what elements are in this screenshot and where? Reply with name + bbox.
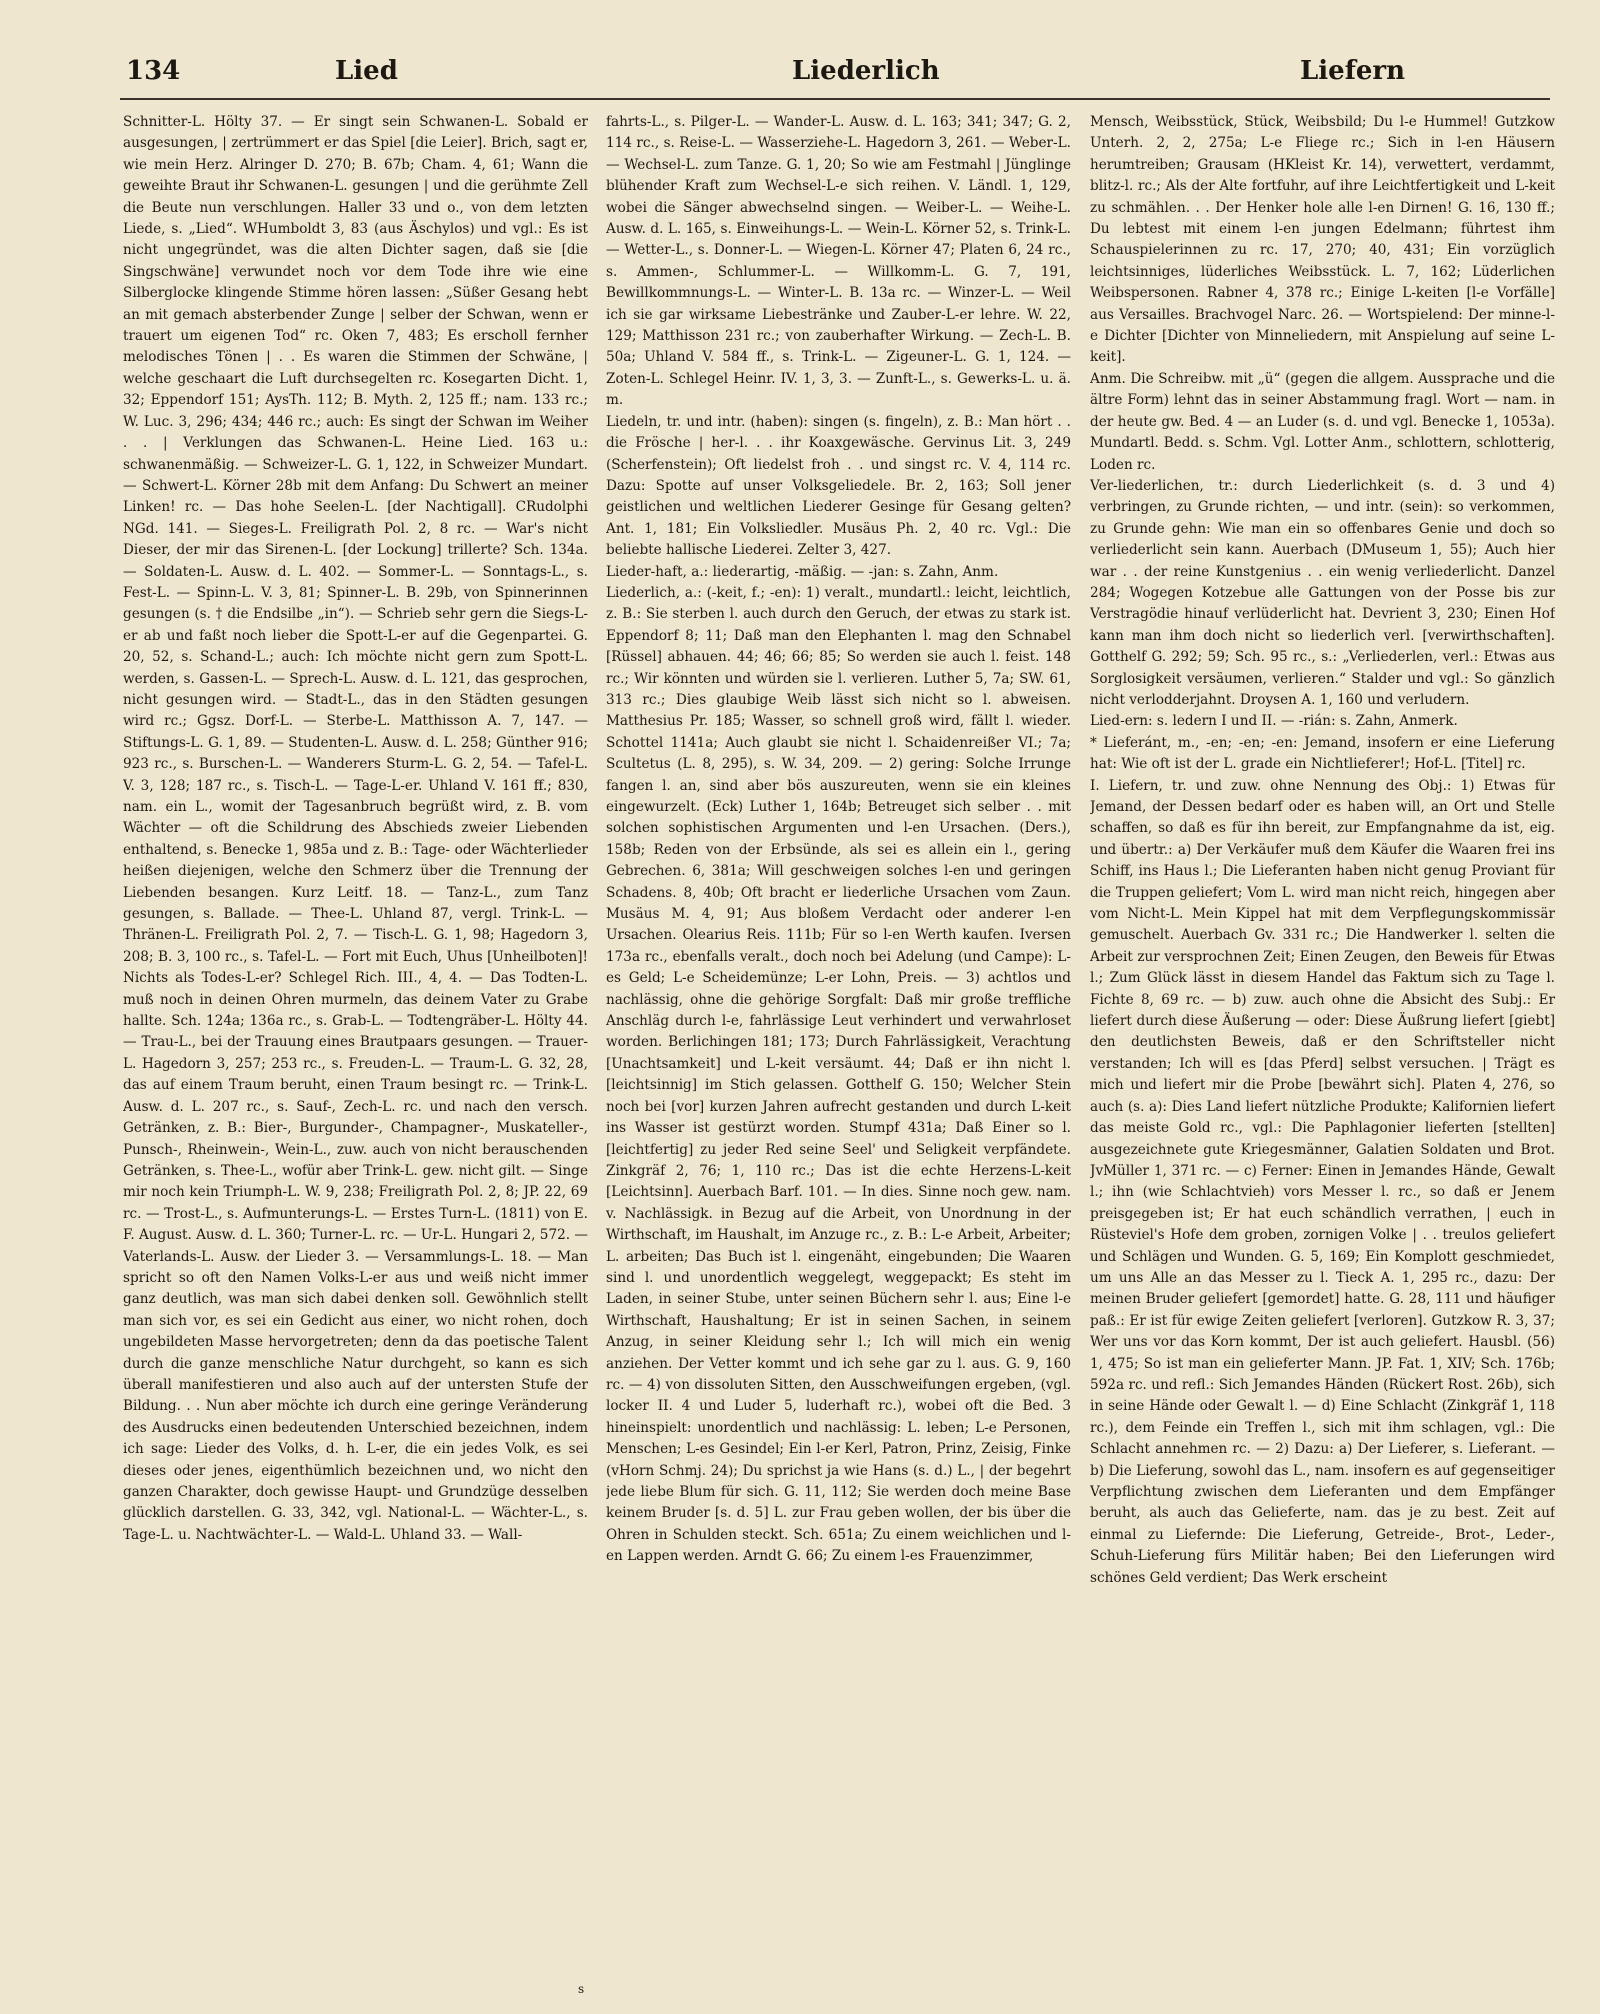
entry-liedeln: Liedeln, tr. und intr. (haben): singen (s. fingeln), z. B.: Man hört . . die Frösche | her-l. . . ihr Koaxgewäsche. Gervinus Lit. 3, 249 (Scherfenstein); Oft liedelst froh . . und singst rc. V. 4, 114 rc. Dazu: Spotte auf unser Volksgeliedele. Br. 2, 163; Soll jener geistlichen und weltlichen Liederer Gesinge für Gesang gelten? Ant. 1, 181; Ein Volksliedler. Musäus Ph. 2, 40 rc. Vgl.: Die beliebte hallische Liederei. Zelter 3, 427. — [606, 413, 1071, 559]
entry-liederhaft: Lieder-haft, a.: liederartig, -mäßig. — -jan: s. Zahn, Anm. — [606, 563, 999, 580]
column-middle — [606, 112, 1071, 1977]
header-center-catchword: Liederlich — [792, 56, 940, 86]
paragraph: fahrts-L., s. Pilger-L. — Wander-L. Ausw. d. L. 163; 341; 347; G. 2, 114 rc., s. Reise-L. — Wasserziehe-L. Hagedorn 3, 261. — Weber-L. — Wechsel-L. zum Tanze. G. 1, 20; So wie am Festmahl | Jünglinge blühender Kraft zum Wechsel-L-e sich reihen. V. Ländl. 1, 129, wobei die Sänger abwechselnd singen. — Weiber-L. — Weihe-L. Ausw. d. L. 165, s. Einweihungs-L. — Wein-L. Körner 52, s. Trink-L. — Wetter-L., s. Donner-L. — Wiegen-L. Körner 47; Platen 6, 24 rc., s. Ammen-, Schlummer-L. — Willkomm-L. G. 7, 191, Bewillkommnungs-L. — Winter-L. B. 13a rc. — Winzer-L. — Weil ich sie gar wirksame Liebestränke und Zauber-L-er lehre. W. 22, 129; Matthisson 231 rc.; von zauberhafter Wirkung. — Zech-L. B. 50a; Uhland V. 584 ff., s. Trink-L. — Zigeuner-L. G. 1, 124. — Zoten-L. Schlegel Heinr. IV. 1, 3, 3. — Zunft-L., s. Gewerks-L. u. ä. m. — [606, 114, 1071, 409]
paragraph: Schnitter-L. Hölty 37. — Er singt sein Schwanen-L. Sobald er ausgesungen, | zertrümmert er das Spiel [die Leier]. Brich, sagt er, wie mein Herz. Alringer D. 270; B. 67b; Cham. 4, 61; Wann die geweihte Braut ihr Schwanen-L. gesungen | und die gerühmte Zell die Beute nun verschlungen. Haller 33 und o., von dem letzten Liede, s. „Lied“. WHumboldt 3, 83 (aus Äschylos) und vgl.: Es ist nicht ungegründet, was die alten Dichter sagen, daß sie [die Singschwäne] verwundet noch vor dem Tode ihre wie eine Silberglocke klingende Stimme hören lassen: „Süßer Gesang hebt an mit gemach absterbender Zunge | selber der Schwan, wenn er trauert um eigenen Tod“ rc. Oken 7, 483; Es erscholl fernher melodisches Tönen | . . Es waren die Stimmen der Schwäne, | welche geschaart die Luft durchsegelten rc. Kosegarten Dicht. 1, 32; Eppendorf 151; AysTh. 112; B. Myth. 2, 125 ff.; nam. 133 rc.; W. Luc. 3, 296; 434; 446 rc.; auch: Es singt der Schwan im Weiher . . | Verklungen das Schwanen-L. Heine Lied. 163 u.: schwanenmäßig. — Schweizer-L. G. 1, 122, in Schweizer Mundart. — Schwert-L. Körner 28b mit dem Anfang: Du Schwert an meiner Linken! rc. — Das hohe Seelen-L. [der Nachtigall]. CRudolphi NGd. 141. — Sieges-L. Freiligrath Pol. 2, 8 rc. — War's nicht Dieser, der mir das Sirenen-L. [der Lockung] trillerte? Sch. 134a. — Soldaten-L. Ausw. d. L. 402. — Sommer-L. — Sonntags-L., s. Fest-L. — Spinn-L. V. 3, 81; Spinner-L. B. 29b, von Spinnerinnen gesungen (s. † die Endsilbe „in“). — Schrieb sehr gern die Siegs-L-er ab und faßt noch lieber die Spott-L-er auf die Gegenpartei. G. 20, 52, s. Schand-L.; auch: Ich möchte nicht gern zum Spott-L. werden, s. Gassen-L. — Sprech-L. Ausw. d. L. 121, das gesprochen, nicht gesungen wird. — Stadt-L., das in den Städten gesungen wird rc.; Ggsz. Dorf-L. — Sterbe-L. Matthisson A. 7, 147. — Stiftungs-L. G. 1, 89. — Studenten-L. Ausw. d. L. 258; Günther 916; 923 rc., s. Burschen-L. — Wanderers Sturm-L. G. 2, 54. — Tafel-L. V. 3, 128; 187 rc., s. Tisch-L. — Tage-L-er. Uhland V. 161 ff.; 830, nam. ein L., womit der Tagesanbruch begrüßt wird, z. B. vom Wächter — oft die Schildrung des Abschieds zweier Liebenden enthaltend, s. Benecke 1, 985a und z. B.: Tage- oder Wächterlieder heißen diejenigen, welche den Schmerz über die Trennung der Liebenden besangen. Kurz Leitf. 18. — Tanz-L., zum Tanz gesungen, s. Ballade. — Thee-L. Uhland 87, vergl. Trink-L. — Thränen-L. Freiligrath Pol. 2, 7. — Tisch-L. G. 1, 98; Hagedorn 3, 208; B. 3, 100 rc., s. Tafel-L. — Fort mit Euch, Uhus [Unheilboten]! Nichts als Todes-L-er? Schlegel Rich. III., 4, 4. — Das Todten-L. muß noch in deinen Ohren murmeln, das deinem Vater zu Grabe hallte. Sch. 124a; 136a rc., s. Grab-L. — Todtengräber-L. Hölty 44. — Trau-L., bei der Trauung eines Brautpaars gesungen. — Trauer-L. Hagedorn 3, 257; 253 rc., s. Freuden-L. — Traum-L. G. 32, 28, das auf einem Traum beruht, einen Traum besingt rc. — Trink-L. Ausw. d. L. 207 rc., s. Sauf-, Zech-L. rc. und nach den versch. Getränken, z. B.: Bier-, Burgunder-, Champagner-, Muskateller-, Punsch-, Rheinwein-, Wein-L., zuw. auch von nicht berauschenden Getränken, s. Thee-L., wofür aber Trink-L. gew. nicht gilt. — Singe mir noch kein Triumph-L. W. 9, 238; Freiligrath Pol. 2, 8; JP. 22, 69 rc. — Trost-L., s. Aufmunterungs-L. — Erstes Turn-L. (1811) von E. F. August. Ausw. d. L. 360; Turner-L. rc. — Ur-L. Hungari 2, 572. — Vaterlands-L. Ausw. der Lieder 3. — Versammlungs-L. 18. — Man spricht so oft den Namen Volks-L-er aus und weiß nicht immer ganz deutlich, was man sich dabei denken soll. Gewöhnlich stellt man sich vor, es sei ein Gedicht aus einer, wo nicht rohen, doch ungebildeten Masse hervorgetreten; denn da das poetische Talent durch die ganze menschliche Natur durchgeht, so kann es sich überall manifestieren und also auch auf der untersten Stufe der Bildung. . . Nun aber möchte ich durch eine geringe Veränderung des Ausdrucks einen bedeutenden Unterschied bezeichnen, indem ich sage: Lieder des Volks, d. h. L-er, die ein jedes Volk, es sei dieses oder jenes, eigenthümlich bezeichnen und, wo nicht den ganzen Charakter, doch gewisse Haupt- und Grundzüge desselben glücklich darstellen. G. 33, 342, vgl. National-L. — Wächter-L., s. Tage-L. u. Nachtwächter-L. — Wald-L. Uhland 33. — Wall- — [123, 114, 588, 1543]
column-left — [123, 112, 588, 1977]
page-number: 134 — [126, 56, 181, 86]
entry-liederlich: Liederlich, a.: (-keit, f.; -en): 1) veralt., mundartl.: leicht, leichtlich, z. B.: Sie sterben l. auch durch den Geruch, der etwas zu stark ist. Eppendorf 8; 11; Daß man den Elephanten l. mag den Schnabel [Rüssel] abhauen. 44; 46; 66; 85; So werden sie auch l. feist. 148 rc.; Wir könnten und würden sie l. verlieren. Luther 5, 7a; SW. 61, 313 rc.; Dies glaubige Weib lässt sich nicht so l. abweisen. Matthesius Pr. 185; Wasser, so schnell groß wird, fällt l. wieder. Schottel 1141a; Auch glaubt sie nicht l. Schaidenreißer VI.; 7a; Scultetus (L. 8, 295), s. W. 34, 209. — 2) gering: Solche Irrunge fangen l. an, sind aber bös auszureuten, wenn sie ein kleines eingewurzelt. (Eck) Luther 1, 164b; Betreuget sich selber . . mit solchen sophistischen Argumenten und l-en Ursachen. (Ders.), 158b; Reden von der Erbsünde, als sei es allein ein l., gering Gebrechen. 6, 381a; Will geschweigen solches l-en und geringen Schadens. 8, 40b; Oft bracht er liederliche Ursachen vom Zaun. Musäus M. 4, 91; Aus bloßem Verdacht oder anderer l-en Ursachen. Olearius Reis. 111b; Für so l-en Werth kaufen. Iversen 173a rc., ebenfalls veralt., doch noch bei Adelung (und Campe): L-es Geld; L-e Scheidemünze; L-er Lohn, Preis. — 3) achtlos und nachlässig, ohne die gehörige Sorgfalt: Daß mir große treffliche Anschläg durch l-e, fahrlässige Leut verhindert und verwahrloset worden. Berlichingen 181; 173; Durch Fahrlässigkeit, Verachtung [Unachtsamkeit] und L-keit versäumt. 44; Daß er ihn nicht l. [leichtsinnig] im Stich gelassen. Gotthelf G. 150; Welcher Stein noch bei [vor] kurzen Jahren aufrecht gestanden und durch L-keit ins Wasser ist gestürzt worden. Stumpf 431a; Daß Einer so l. [leichtfertig] zu jeder Red seine Seel' und Seligkeit verpfändete. Zinkgräf 2, 76; 1, 110 rc.; Das ist die echte Herzens-L-keit [Leichtsinn]. Auerbach Barf. 101. — In dies. Sinne noch gew. nam. v. Nachlässigk. in Bezug auf die Arbeit, von Unordnung in der Wirthschaft, im Haushalt, im Anzuge rc., z. B.: L-e Arbeit, Arbeiter; L. arbeiten; Das Buch ist l. eingenäht, eingebunden; Die Waaren sind l. und unordentlich weggelegt, weggepackt; Es steht im Laden, in seiner Stube, unter seinen Büchern sehr l. aus; Eine l-e Wirthschaft, Haushaltung; Er ist in seinen Sachen, in seinem Anzug, in seiner Kleidung sehr l.; Ich will mich ein wenig anziehen. Der Vetter kommt und ich sehe gar zu l. aus. G. 9, 160 rc. — 4) von dissoluten Sitten, den Ausschweifungen ergeben, (vgl. locker II. 4 und Luder 5, luderhaft rc.), wobei oft die Bed. 3 hineinspielt: unordentlich und nachlässig: L. leben; L-e Personen, Menschen; L-es Gesindel; Ein l-er Kerl, Patron, Prinz, Zeisig, Finke (vHorn Schmj. 24); Du sprichst ja wie Hans (s. d.) L., | der begehrt jede liebe Blum für sich. G. 11, 112; Sie werden doch meine Base keinem Bruder [s. d. 5] L. zur Frau geben wollen, der bis über die Ohren in Schulden steckt. Sch. 651a; Zu einem weichlichen und l-en Lappen werden. Arndt G. 66; Zu einem l-es Frauenzimmer, — [606, 584, 1071, 1565]
entry-lieferant: * Lieferánt, m., -en; -en; -en: Jemand, insofern er eine Lieferung hat: Wie oft ist der L. grade ein Nichtlieferer!; Hof-L. [Titel] rc. — [1090, 734, 1555, 773]
header-right-catchword: Liefern — [1300, 56, 1406, 86]
paragraph: Mensch, Weibsstück, Stück, Weibsbild; Du l-e Hummel! Gutzkow Unterh. 2, 2, 275a; L-e Fliege rc.; Sich in l-en Häusern herumtreiben; Grausam (HKleist Kr. 14), verwettert, verdammt, blitz-l. rc.; Als der Alte fortfuhr, auf ihre Leichtfertigkeit und L-keit zu schmählen. . . Der Henker hole alle l-en Dirnen! G. 16, 130 ff.; Du lebtest mit einem l-en jungen Edelmann; führtest ihm Schauspielerinnen zu rc. 17, 270; 40, 431; Ein vorzüglich leichtsinniges, lüderliches Weibsstück. L. 7, 162; Lüderlichen Weibspersonen. Rabner 4, 378 rc.; Einige L-keiten [l-e Vorfälle] aus Versailles. Brachvogel Narc. 26. — Wortspielend: Der minne-l-e Dichter [Dichter von Minneliedern, mit Anspielung auf seine L-keit]. — [1090, 114, 1555, 366]
column-right — [1090, 112, 1555, 1977]
entry-liedern: Lied-ern: s. ledern I und II. — -rián: s. Zahn, Anmerk. — [1090, 713, 1458, 730]
header-left-catchword: Lied — [335, 56, 398, 86]
header-rule — [120, 98, 1550, 100]
footer-mark: s — [578, 1982, 585, 1996]
note-anm: Anm. Die Schreibw. mit „ü“ (gegen die allgem. Aussprache und die ältre Form) lehnt das in seiner Abstammung fragl. Wort — nam. in der heute gw. Bed. 4 — an Luder (s. d. und vgl. Benecke 1, 1053a). Mundartl. Bedd. s. Schm. Vgl. Lotter Anm., schlottern, schlotterig, Loden rc. — [1090, 370, 1555, 473]
entry-liefern: I. Liefern, tr. und zuw. ohne Nennung des Obj.: 1) Etwas für Jemand, der Dessen bedarf oder es haben will, an Ort und Stelle schaffen, so daß es für ihn bereit, zur Empfangnahme da ist, eig. und übertr.: a) Der Verkäufer muß dem Käufer die Waaren frei ins Schiff, ins Haus l.; Die Lieferanten haben nicht genug Proviant für die Truppen geliefert; Vom L. wird man nicht reich, hingegen aber vom Nicht-L. Mein Kippel hat mit dem Verpflegungskommissär gemuschelt. Auerbach Gv. 331 rc.; Die Handwerker l. selten die Arbeit zur versprochnen Zeit; Einen Zeugen, den Beweis für Etwas l.; Zum Glück lässt in diesem Handel das Faktum sich zu Tage l. Fichte 8, 69 rc. — b) zuw. auch ohne die Absicht des Subj.: Er liefert durch diese Äußerung — oder: Diese Äußrung liefert [giebt] den deutlichsten Beweis, daß er den Schriftsteller nicht verstanden; Ich will es [das Pferd] selbst versuchen. | Trägt es mich und liefert mir die Probe [bewährt sich]. Platen 4, 276, so auch (s. a): Dies Land liefert nützliche Produkte; Kalifornien liefert das meiste Gold rc., vgl.: Die Paphlagonier lieferten [stellten] ausgezeichnete gute Kriegesmänner, Galatien Soldaten und Brot. JvMüller 1, 371 rc. — c) Ferner: Einen in Jemandes Hände, Gewalt l.; ihn (wie Schlachtvieh) vors Messer l. rc., so daß er Jenem preisgegeben ist; Er hat euch schändlich verrathen, | euch in Rüsteviel's Hofe dem groben, zornigen Volke | . . treulos geliefert und Schlägen und Wunden. G. 5, 169; Ein Komplott geschmiedet, um uns Alle an das Messer zu l. Tieck A. 1, 295 rc., dazu: Der meinen Bruder geliefert [gemordet] hatte. G. 28, 111 und häufiger paß.: Er ist für ewige Zeiten geliefert [verloren]. Gutzkow R. 3, 37; Wer uns vor das Korn kommt, Der ist auch geliefert. Hausbl. (56) 1, 475; So ist man ein gelieferter Mann. JP. Fat. 1, XIV; Sch. 176b; 592a rc. und refl.: Sich Jemandes Händen (Rückert Rost. 26b), sich in seine Hände oder Gewalt l. — d) Eine Schlacht (Zinkgräf 1, 118 rc.), dem Feinde ein Treffen l., sich mit ihm schlagen, vgl.: Die Schlacht annehmen rc. — 2) Dazu: a) Der Lieferer, s. Lieferant. — b) Die Lieferung, sowohl das L., nam. insofern es auf gegenseitiger Verpflichtung zwischen dem Lieferanten und dem Empfänger beruht, als auch das Gelieferte, nam. das je zu best. Zeit auf einmal zu Liefernde: Die Lieferung, Getreide-, Brot-, Leder-, Schuh-Lieferung fürs Militär haben; Bei den Lieferungen wird schönes Geld verdient; Das Werk erscheint — [1090, 777, 1555, 1586]
page-header — [120, 50, 1550, 100]
entry-verliederlichen: Ver-liederlichen, tr.: durch Liederlichkeit (s. d. 3 und 4) verbringen, zu Grunde richten, — und intr. (sein): so verkommen, zu Grunde gehn: Wie man ein so offenbares Genie und doch so verliederlicht sein kann. Auerbach (DMuseum 1, 55); Auch hier war . . der reine Kunstgenius . . ein wenig verliederlicht. Danzel 284; Wogegen Kotzebue alle Gattungen von der Posse bis zur Verstragödie hinauf verlüderlicht hat. Devrient 3, 230; Einen Hof kann man ihm doch nicht so liederlich verl. [verwirthschaften]. Gotthelf G. 292; 59; Sch. 95 rc., s.: „Verliederlen, verl.: Etwas aus Sorglosigkeit versäumen, verlieren.“ Stalder und vgl.: So gänzlich nicht verlodderjahnt. Droysen A. 1, 160 und verludern. — [1090, 477, 1555, 708]
